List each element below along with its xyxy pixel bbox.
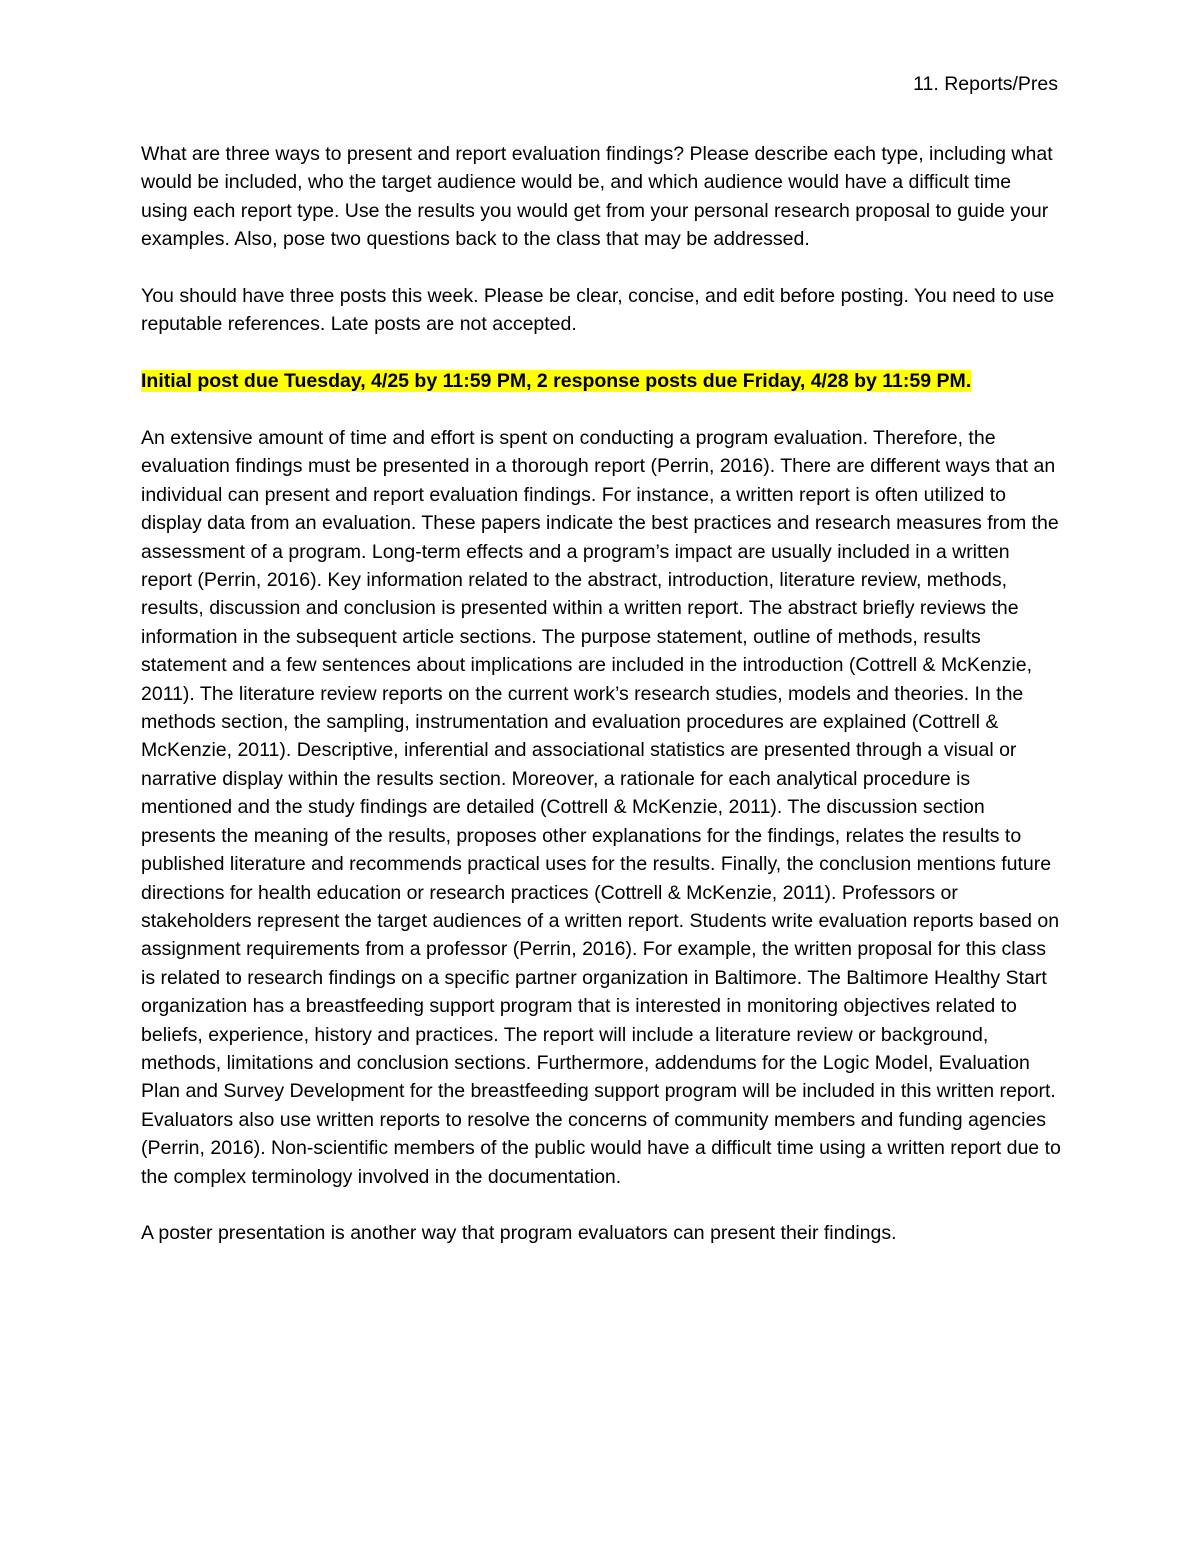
response-paragraph-poster: A poster presentation is another way that program evaluators can present their findings. xyxy=(141,1222,897,1245)
assignment-instructions: You should have three posts this week. Please be clear, concise, and edit before posting. You need to use reputable references. Late posts are not accepted. xyxy=(141,285,1055,336)
response-paragraph-written-report: An extensive amount of time and effort is spent on conducting a program evaluation. Therefore, the evaluation findings must be presented in a thorough report (Perrin, 2016). There are different ways that an individual can present and report evaluation findings. For instance, a written report is often utilized to display data from an evaluation. These papers indicate the best practices and research measures from the assessment of a program. Long-term effects and a program’s impact are usually included in a written report (Perrin, 2016). Key information related to the abstract, introduction, literature review, methods, results, discussion and conclusion is presented within a written report. The abstract briefly reviews the information in the subsequent article sections. The purpose statement, outline of methods, results statement and a few sentences about implications are included in the introduction (Cottrell & McKenzie, 2011). The literature review reports on the current work’s research studies, models and theories. In the methods section, the sampling, instrumentation and evaluation procedures are explained (Cottrell & McKenzie, 2011). Descriptive, inferential and associational statistics are presented through a visual or narrative display within the results section. Moreover, a rationale for each analytical procedure is mentioned and the study findings are detailed (Cottrell & McKenzie, 2011). The discussion section presents the meaning of the results, proposes other explanations for the findings, relates the results to published literature and recommends practical uses for the results. Finally, the conclusion mentions future directions for health education or research practices (Cottrell & McKenzie, 2011). Professors or stakeholders represent the target audiences of a written report. Students write evaluation reports based on assignment requirements from a professor (Perrin, 2016). For example, the written proposal for this class is related to research findings on a specific partner organization in Baltimore. The Baltimore Healthy Start organization has a breastfeeding support program that is interested in monitoring objectives related to beliefs, experience, history and practices. The report will include a literature review or background, methods, limitations and conclusion sections. Furthermore, addendums for the Logic Model, Evaluation Plan and Survey Development for the breastfeeding support program will be included in this written report. Evaluators also use written reports to resolve the concerns of community members and funding agencies (Perrin, 2016). Non-scientific members of the public would have a difficult time using a written report due to the complex terminology involved in the documentation. xyxy=(141,427,1061,1188)
deadline-notice xyxy=(141,367,1061,395)
document-body xyxy=(141,140,1061,1276)
page-header: 11. Reports/Pres xyxy=(913,73,1058,95)
deadline-highlight: Initial post due Tuesday, 4/25 by 11:59 PM, 2 response posts due Friday, 4/28 by 11:59 PM. xyxy=(141,370,972,393)
assignment-question: What are three ways to present and report evaluation findings? Please describe each type, including what would be included, who the target audience would be, and which audience would have a difficult time using each report type. Use the results you would get from your personal research proposal to guide your examples. Also, pose two questions back to the class that may be addressed. xyxy=(141,143,1053,251)
